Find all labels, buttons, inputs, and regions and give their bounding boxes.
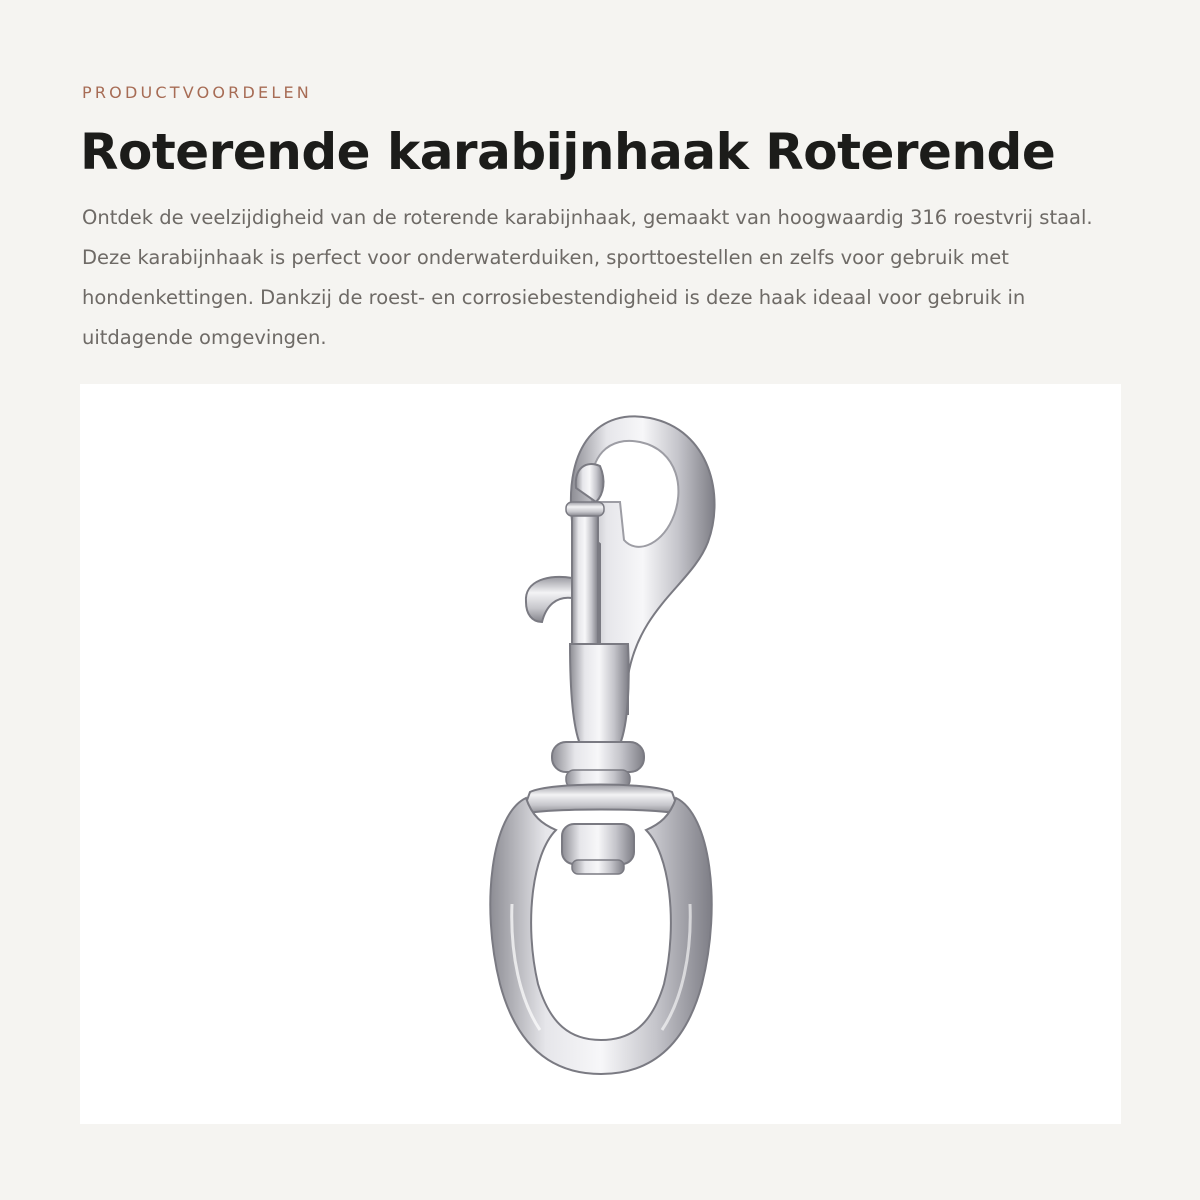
product-description: Ontdek de veelzijdigheid van de roterende karabijnhaak, gemaakt van hoogwaardig 316 roestvrij staal. Deze karabijnhaak is perfect voor onderwaterduiken, sporttoestellen en zelfs voor gebruik met hondenkettingen. Dankzij de roest- en corrosiebestendigheid is deze haak ideaal voor gebruik in uitdagende omgevingen. bbox=[82, 206, 1093, 349]
swivel-snap-hook-icon bbox=[80, 384, 1121, 1124]
product-image-panel bbox=[80, 384, 1121, 1124]
page-title: Roterende karabijnhaak Roterende bbox=[80, 123, 1056, 181]
section-eyebrow: PRODUCTVOORDELEN bbox=[82, 83, 312, 102]
